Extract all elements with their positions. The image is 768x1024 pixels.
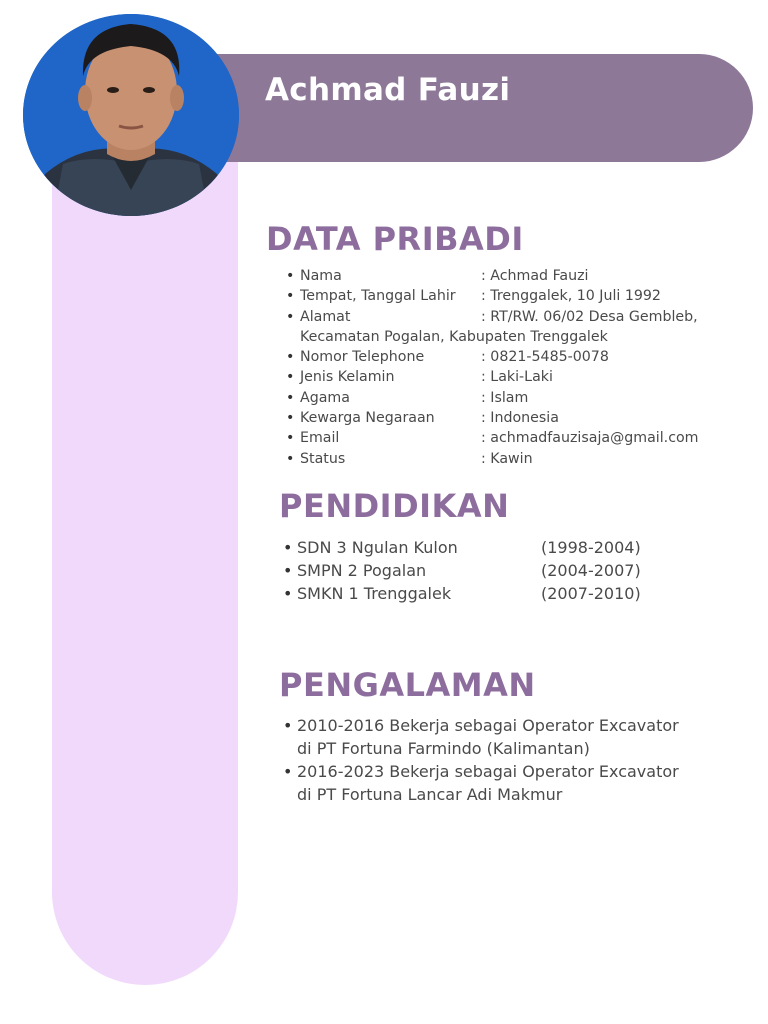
education-item: • SDN 3 Ngulan Kulon (1998-2004)	[283, 536, 641, 559]
personal-data-list	[286, 266, 699, 469]
personal-item-nationality: • Kewarga Negaraan : Indonesia	[286, 408, 699, 428]
experience-item: • 2010-2016 Bekerja sebagai Operator Excavator di PT Fortuna Farmindo (Kalimantan)	[283, 714, 679, 760]
education-item: • SMPN 2 Pogalan (2004-2007)	[283, 559, 641, 582]
experience-item: • 2016-2023 Bekerja sebagai Operator Excavator di PT Fortuna Lancar Adi Makmur	[283, 760, 679, 806]
profile-photo	[23, 14, 239, 216]
education-list	[283, 536, 641, 605]
personal-data-heading: DATA PRIBADI	[266, 220, 524, 258]
education-heading: PENDIDIKAN	[279, 487, 510, 525]
personal-item-gender: • Jenis Kelamin : Laki-Laki	[286, 367, 699, 387]
experience-heading: PENGALAMAN	[279, 666, 536, 704]
personal-item-address: • Alamat : RT/RW. 06/02 Desa Gembleb, Kecamatan Pogalan, Kabupaten Trenggalek	[286, 307, 699, 348]
personal-item-phone: • Nomor Telephone : 0821-5485-0078	[286, 347, 699, 367]
personal-item-email: • Email : achmadfauzisaja@gmail.com	[286, 428, 699, 448]
personal-item-religion: • Agama : Islam	[286, 388, 699, 408]
personal-item-name: • Nama : Achmad Fauzi	[286, 266, 699, 286]
personal-item-birth: • Tempat, Tanggal Lahir : Trenggalek, 10 Juli 1992	[286, 286, 699, 306]
name-banner	[200, 54, 753, 162]
person-name: Achmad Fauzi	[265, 72, 511, 108]
education-item: • SMKN 1 Trenggalek (2007-2010)	[283, 582, 641, 605]
experience-list	[283, 714, 679, 806]
personal-item-status: • Status : Kawin	[286, 449, 699, 469]
